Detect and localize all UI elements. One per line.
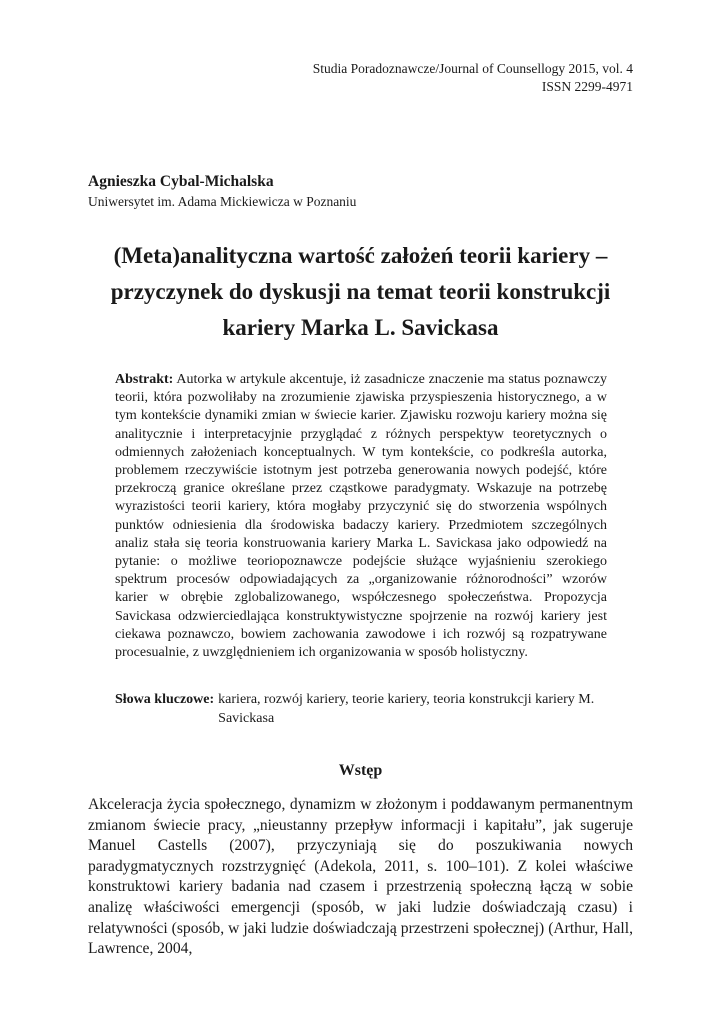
section-heading: Wstęp (338, 762, 383, 779)
article-title: (Meta)analityczna wartość założeń teorii kariery – przyczynek do dyskusji na temat teorii konstrukcji kariery Marka L. Savickasa (110, 243, 611, 340)
author-block (88, 172, 356, 211)
journal-citation: Studia Poradoznawcze/Journal of Counsellogy 2015, vol. 4 (312, 61, 633, 76)
keywords-label: Słowa kluczowe: (115, 692, 215, 707)
keywords (115, 690, 607, 728)
abstract-label: Abstrakt: (115, 372, 174, 387)
abstract (115, 371, 607, 662)
body-paragraph: Akceleracja życia społecznego, dynamizm w złożonym i poddawanym permanentnym zmianom świecie pracy, „nieustanny przepływ informacji i kapitału”, jak sugeruje Manuel Castells (2007), przyczyniają się do poszukiwania nowych paradygmatycznych rozstrzygnięć (Adekola, 2011, s. 100–101). Z kolei właściwe konstruktowi kariery badania nad czasem i przestrzenią społeczną łączą w sobie analizę właściwości emergencji (sposób, w jaki ludzie doświadczają czasu) i relatywności (sposób, w jaki ludzie doświadczają przestrzeni społecznej) (Arthur, Hall, Lawrence, 2004, (88, 796, 633, 958)
author-name: Agnieszka Cybal-Michalska (88, 173, 274, 190)
keywords-text: kariera, rozwój kariery, teorie kariery, teoria konstrukcji kariery M. Savickasa (218, 692, 595, 726)
journal-issn: ISSN 2299-4971 (541, 79, 633, 94)
author-affiliation: Uniwersytet im. Adama Mickiewicza w Poznaniu (88, 194, 357, 209)
journal-header (313, 60, 633, 96)
abstract-text: Autorka w artykule akcentuje, iż zasadnicze znaczenie ma status poznawczy teorii, która pozwoliłaby na zrozumienie zjawiska przyspieszenia historycznego, a w tym kontekście dynamiki zmian w świecie karier. Zjawisku rozwoju kariery można się analitycznie i interpretacyjnie przyglądać z różnych perspektyw teoretycznych o odmiennych założeniach konceptualnych. W tym kontekście, co podkreśla autorka, problemem rzeczywiście istotnym jest potrzeba generowania nowych podejść, które przekroczą granice określane przez cząstkowe paradygmaty. Wskazuje na potrzebę wyrazistości teorii kariery, która mogłaby przyczynić się do stworzenia wspólnych punktów odniesienia dla środowiska badaczy kariery. Przedmiotem szczególnych analiz stała się teoria konstruowania kariery Marka L. Savickasa jako odpowiedź na pytanie: o możliwe teoriopoznawcze podejście służące wyjaśnieniu szerokiego spektrum procesów odpowiadających za „organizowanie różnorodności” wzorów karier w obrębie zglobalizowanego, współczesnego społeczeństwa. Propozycja Savickasa odzwierciedlająca konstruktywistyczne spojrzenie na rozwój kariery jest ciekawa poznawczo, bowiem zachowania zawodowe i ich rozwój są rozpatrywane procesualnie, z uwzględnieniem ich organizowania w sposób holistyczny. (115, 372, 607, 661)
